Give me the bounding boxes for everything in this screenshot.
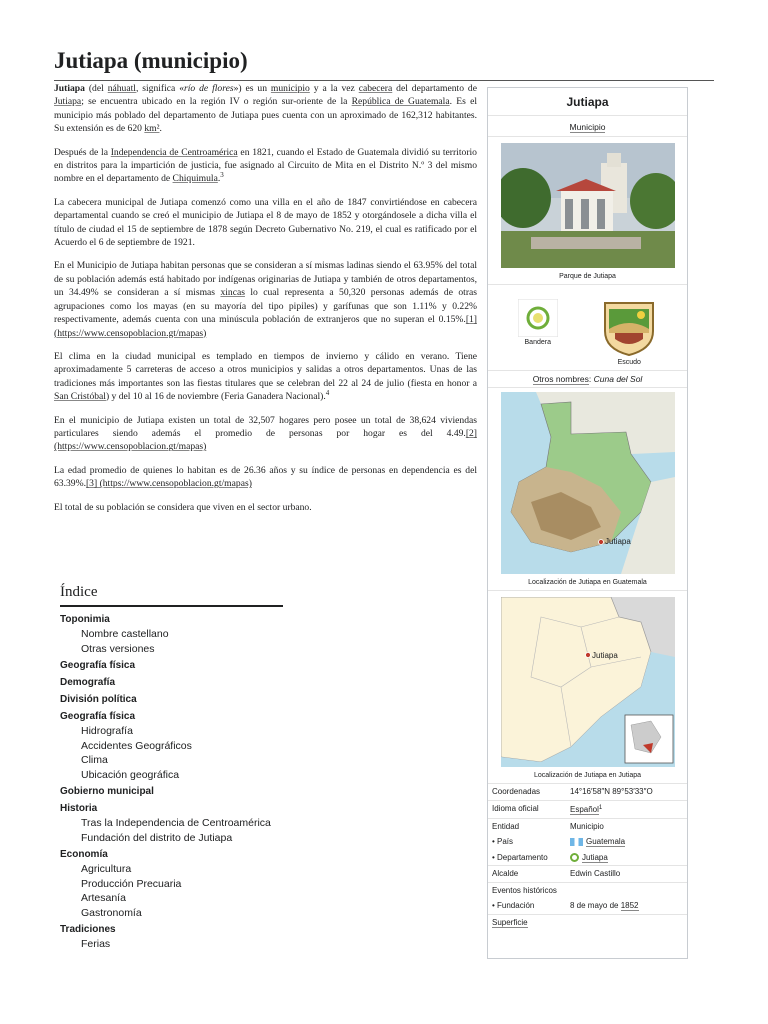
toc-section[interactable]: Historia bbox=[60, 803, 98, 814]
toc-title: Índice bbox=[60, 584, 283, 607]
map1-caption: Localización de Jutiapa en Guatemala bbox=[528, 579, 647, 586]
row-department: • Departamento Jutiapa bbox=[492, 852, 608, 862]
row-entity: Entidad Municipio bbox=[488, 818, 687, 835]
flag-figure bbox=[518, 299, 558, 366]
toc-subsection[interactable]: Fundación del distrito de Jutiapa bbox=[81, 831, 233, 844]
toc-section[interactable]: Toponimia bbox=[60, 614, 110, 625]
toc-subsection[interactable]: Accidentes Geográficos bbox=[81, 739, 192, 752]
country-link[interactable]: Guatemala bbox=[586, 837, 626, 847]
infobox-subtitle-link[interactable]: Municipio bbox=[569, 122, 606, 132]
toc-subsection[interactable]: Otras versiones bbox=[81, 642, 155, 655]
toc-subsection[interactable]: Ubicación geográfica bbox=[81, 768, 180, 781]
symbols-block bbox=[488, 284, 687, 370]
link-ref-3[interactable]: [3] (https://www.censopoblacion.gt/mapas) bbox=[85, 478, 252, 490]
link-xincas[interactable]: xincas bbox=[220, 287, 245, 299]
row-coordinates: Coordenadas 14°16′58″N 89°53′33″O bbox=[488, 783, 687, 800]
link-republica-guatemala[interactable]: República de Guatemala bbox=[351, 96, 450, 108]
article-body bbox=[54, 82, 477, 524]
toc-subsection[interactable]: Nombre castellano bbox=[81, 628, 169, 640]
paragraph-history: Después de la Independencia de Centroamérica en 1821, cuando el Estado de Guatemala dividió su territorio en distritos para la impartición de justicia, fue asignado al Circuito de Mita en el Distrito N.º 3 del mismo nombre en el departamento de Chiquimula.$^3$ bbox=[54, 146, 477, 185]
map1-label: Jutiapa bbox=[604, 537, 631, 546]
shield-caption: Escudo bbox=[617, 359, 641, 366]
table-of-contents bbox=[60, 584, 300, 952]
map2-caption: Localización de Jutiapa en Jutiapa bbox=[533, 772, 642, 779]
park-photo[interactable] bbox=[501, 143, 675, 268]
shield-image[interactable] bbox=[601, 299, 657, 357]
paragraph-villa: La cabecera municipal de Jutiapa comenzó como una villa en el año de 1847 convirtiéndose en cabecera departamental cuando se creó el municipio de Jutiapa el 8 de mayo de 1852 y otorgándosele a dicha villa el título de ciudad el 15 de septiembre de 1878 según Decreto Gubernativo No. 219, el cual es ratificado por el Acuerdo el 6 de septiembre de 1921. bbox=[54, 196, 477, 249]
flag-caption: Bandera bbox=[524, 339, 551, 346]
page-title: Jutiapa (municipio) bbox=[54, 46, 714, 81]
link-nahuatl[interactable]: náhuatl bbox=[107, 83, 136, 94]
toc-section[interactable]: Tradiciones bbox=[60, 924, 116, 935]
row-country: • País Guatemala bbox=[492, 837, 626, 847]
link-ref-1[interactable]: [1] (https://www.censopoblacion.gt/mapas) bbox=[54, 314, 477, 339]
map-guatemala-block bbox=[488, 387, 687, 590]
infobox-subtitle bbox=[488, 116, 687, 136]
toc-subsection[interactable]: Tras la Independencia de Centroamérica bbox=[81, 817, 271, 829]
guatemala-map[interactable] bbox=[501, 392, 675, 574]
paragraph-urban: El total de su población se considera que viven en el sector urbano. bbox=[54, 501, 312, 513]
photo-caption: Parque de Jutiapa bbox=[559, 273, 616, 280]
link-cabecera[interactable]: cabecera bbox=[358, 83, 393, 94]
ref-3[interactable]: 3 bbox=[220, 171, 224, 180]
paragraph-households: En el municipio de Jutiapa existen un total de 32,507 hogares pero posee un total de 38,624 viviendas particulares siendo además el promedio de personas por hogar es del 4.49.[2] (https://www.censopoblacion.gt/mapas) bbox=[54, 414, 477, 453]
toc-section[interactable]: Geografía física bbox=[60, 660, 136, 671]
ref-4[interactable]: 4 bbox=[325, 388, 330, 397]
map-jutiapa-block bbox=[488, 590, 687, 783]
toc-section[interactable]: Economía bbox=[60, 849, 108, 860]
infobox-title: Jutiapa bbox=[488, 88, 687, 116]
year-link[interactable]: 1852 bbox=[620, 901, 639, 911]
paragraph-population: En el Municipio de Jutiapa habitan personas que se consideran a sí mismas ladinas siendo el 63.95% del total de su población además está habitado por indígenas originarias de Jutiapa y también de otros departamentos, un 34.49% se consideran a sí mismas xincas lo cual representa a 50,320 personas además de otras agrupaciones como los mayas (en su mayoría del tipo pipiles) y garífunas que son 1.11% y 0.22% respectivamente, además cuenta con una minúscula población de extranjeros que no superan el 0.15%.[1] (https://www.censopoblacion.gt/mapas) bbox=[54, 260, 478, 339]
paragraph-intro: Jutiapa (del náhuatl, significa «río de flores») es un municipio y a la vez cabecera del departamento de Jutiapa; se encuentra ubicado en la región IV o región sur-oriente de la República de Guatemala. Es el municipio más poblado del departamento de Jutiapa pues cuenta con un aproximado de 162,312 habitantes. Su extensión es de 620 km². bbox=[54, 83, 477, 135]
flag-image[interactable] bbox=[518, 299, 558, 337]
toc-section[interactable]: División política bbox=[60, 694, 137, 705]
toc-subsection[interactable]: Gastronomía bbox=[81, 906, 142, 919]
jutiapa-map[interactable] bbox=[501, 597, 675, 767]
row-language: Idioma oficial Español$^1$ bbox=[488, 800, 687, 818]
link-chiquimula[interactable]: Chiquimula bbox=[172, 173, 218, 185]
link-ref-2[interactable]: [2] (https://www.censopoblacion.gt/mapas) bbox=[54, 427, 477, 453]
toc-subsection[interactable]: Artesanía bbox=[81, 892, 126, 904]
map2-label: Jutiapa bbox=[591, 651, 618, 660]
toc-subsection[interactable]: Producción Precuaria bbox=[81, 877, 182, 890]
other-names: Otros nombres: Cuna del Sol bbox=[488, 370, 687, 387]
toc-section[interactable]: Demografía bbox=[60, 677, 116, 688]
link-municipio[interactable]: municipio bbox=[270, 83, 310, 94]
jutiapa-flag-icon bbox=[570, 853, 579, 862]
toc-section[interactable]: Gobierno municipal bbox=[60, 786, 154, 797]
row-mayor: Alcalde Edwin Castillo bbox=[488, 865, 687, 882]
bold-term: Jutiapa bbox=[54, 83, 85, 94]
infobox bbox=[487, 87, 688, 959]
row-events: Eventos históricos bbox=[488, 882, 687, 899]
toc-subsection[interactable]: Hidrografía bbox=[81, 725, 133, 737]
toc-subsection[interactable]: Agricultura bbox=[81, 863, 132, 875]
paragraph-age: La edad promedio de quienes lo habitan es de 26.36 años y su índice de personas en dependencia es del 63.39%.[3] (https://www.censopoblacion.gt/mapas) bbox=[54, 464, 477, 490]
toc-subsection[interactable]: Clima bbox=[81, 754, 108, 766]
link-jutiapa[interactable]: Jutiapa bbox=[54, 96, 82, 108]
paragraph-climate: El clima en la ciudad municipal es templado en tiempos de invierno y cálido en verano. Tiene aproximadamente 5 carreteras de acceso a otros municipios y salidas a otros departamentos. Unas de las tradiciones más importantes son las fiestas titulares que se celebran del 22 al 24 de julio (fiesta en honor a San Cristóbal) y del 10 al 16 de noviembre (Feria Ganadera Nacional).$^4$ bbox=[54, 350, 477, 403]
toc-section[interactable]: Geografía física bbox=[60, 711, 136, 722]
link-independencia[interactable]: Independencia de Centroamérica bbox=[110, 146, 238, 158]
toc-subsection[interactable]: Ferias bbox=[81, 938, 111, 950]
link-san-cristobal[interactable]: San Cristóbal bbox=[54, 391, 106, 403]
row-foundation: • Fundación 8 de mayo de 1852 bbox=[492, 901, 639, 911]
department-link[interactable]: Jutiapa bbox=[582, 852, 608, 862]
coordinates-link[interactable]: 14°16′58″N 89°53′33″O bbox=[570, 787, 653, 796]
language-link[interactable]: Español bbox=[570, 805, 599, 815]
guatemala-flag-icon bbox=[570, 838, 583, 846]
link-km2[interactable]: km² bbox=[144, 123, 160, 135]
shield-figure bbox=[601, 299, 657, 366]
toc-list bbox=[60, 613, 300, 952]
photo-block bbox=[488, 136, 687, 284]
row-area: Superficie bbox=[488, 914, 687, 931]
